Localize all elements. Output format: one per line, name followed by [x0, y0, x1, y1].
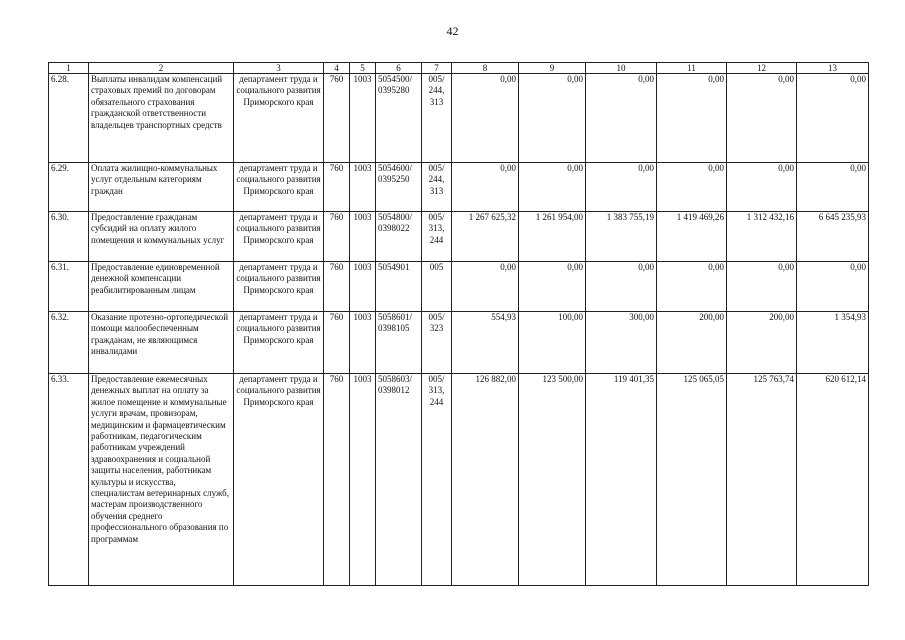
header-cell: 5: [350, 63, 376, 74]
page-number: 42: [446, 24, 459, 38]
row-name: Предоставление ежемесячных денежных выплат на оплату за жилое помещение и коммунальные услуги врачам, провизорам, медицинским и фармацевтическим работникам, педагогическим работникам учреждений здравоохранения и социальной защиты населения, работникам культуры и искусства, специалистам ветеринарных служб, мастерам производственного обучения среднего профессионального образования по программам: [89, 374, 234, 586]
table-row: [49, 212, 869, 262]
header-cell: 13: [797, 63, 869, 74]
row-amount-8: 1 267 625,32: [452, 212, 519, 262]
row-col-4: 760: [324, 163, 350, 212]
header-cell: 11: [657, 63, 727, 74]
row-department: департамент труда и социального развития Приморского края: [234, 262, 324, 312]
header-cell: 8: [452, 63, 519, 74]
header-cell: 3: [234, 63, 324, 74]
row-amount-13: 1 354,93: [797, 312, 869, 374]
header-cell: 10: [586, 63, 657, 74]
row-number: 6.28.: [49, 74, 89, 163]
table-row: [49, 374, 869, 586]
row-col-6: 5054901: [376, 262, 422, 312]
row-col-6: 5058603/ 0398012: [376, 374, 422, 586]
row-amount-8: 126 882,00: [452, 374, 519, 586]
row-amount-13: 0,00: [797, 163, 869, 212]
row-amount-12: 0,00: [727, 262, 797, 312]
row-col-6: 5058601/ 0398105: [376, 312, 422, 374]
row-amount-11: 0,00: [657, 74, 727, 163]
row-amount-8: 0,00: [452, 163, 519, 212]
row-department: департамент труда и социального развития Приморского края: [234, 163, 324, 212]
row-department: департамент труда и социального развития Приморского края: [234, 212, 324, 262]
row-amount-11: 200,00: [657, 312, 727, 374]
row-col-6: 5054600/ 0395250: [376, 163, 422, 212]
row-name: Оказание протезно-ортопедической помощи малообеспеченным гражданам, не являющимся инвалидами: [89, 312, 234, 374]
table-row: [49, 163, 869, 212]
row-amount-12: 1 312 432,16: [727, 212, 797, 262]
header-cell: 1: [49, 63, 89, 74]
row-number: 6.30.: [49, 212, 89, 262]
row-amount-9: 100,00: [519, 312, 586, 374]
row-name: Предоставление единовременной денежной компенсации реабилитированным лицам: [89, 262, 234, 312]
row-number: 6.29.: [49, 163, 89, 212]
row-amount-8: 554,93: [452, 312, 519, 374]
row-name: Выплаты инвалидам компенсаций страховых премий по договорам обязательного страхования гражданской ответственности владельцев транспортных средств: [89, 74, 234, 163]
row-col-4: 760: [324, 212, 350, 262]
row-name: Предоставление гражданам субсидий на оплату жилого помещения и коммунальных услуг: [89, 212, 234, 262]
row-col-4: 760: [324, 74, 350, 163]
row-amount-12: 0,00: [727, 163, 797, 212]
row-amount-10: 0,00: [586, 163, 657, 212]
row-amount-9: 0,00: [519, 262, 586, 312]
header-cell: 12: [727, 63, 797, 74]
table-row: [49, 312, 869, 374]
row-number: 6.32.: [49, 312, 89, 374]
row-amount-9: 0,00: [519, 163, 586, 212]
row-col-5: 1003: [350, 374, 376, 586]
row-amount-11: 1 419 469,26: [657, 212, 727, 262]
row-amount-12: 125 763,74: [727, 374, 797, 586]
row-col-4: 760: [324, 374, 350, 586]
row-amount-10: 0,00: [586, 262, 657, 312]
row-amount-13: 0,00: [797, 262, 869, 312]
row-amount-8: 0,00: [452, 262, 519, 312]
row-amount-9: 123 500,00: [519, 374, 586, 586]
header-cell: 7: [422, 63, 452, 74]
header-cell: 6: [376, 63, 422, 74]
header-row: [49, 63, 869, 74]
row-amount-10: 119 401,35: [586, 374, 657, 586]
row-amount-8: 0,00: [452, 74, 519, 163]
row-col-5: 1003: [350, 212, 376, 262]
row-amount-11: 0,00: [657, 163, 727, 212]
row-col-6: 5054800/ 0398022: [376, 212, 422, 262]
row-number: 6.33.: [49, 374, 89, 586]
header-cell: 4: [324, 63, 350, 74]
row-amount-13: 0,00: [797, 74, 869, 163]
table-row: [49, 262, 869, 312]
header-cell: 2: [89, 63, 234, 74]
row-col-4: 760: [324, 262, 350, 312]
row-col-7: 005/ 244, 313: [422, 74, 452, 163]
budget-table: [48, 62, 869, 586]
row-col-7: 005/ 313, 244: [422, 212, 452, 262]
row-col-5: 1003: [350, 312, 376, 374]
row-amount-10: 300,00: [586, 312, 657, 374]
row-col-5: 1003: [350, 262, 376, 312]
row-amount-13: 620 612,14: [797, 374, 869, 586]
row-amount-9: 1 261 954,00: [519, 212, 586, 262]
row-amount-13: 6 645 235,93: [797, 212, 869, 262]
table-row: [49, 74, 869, 163]
row-col-5: 1003: [350, 163, 376, 212]
row-amount-10: 0,00: [586, 74, 657, 163]
row-amount-11: 125 065,05: [657, 374, 727, 586]
row-name: Оплата жилищно-коммунальных услуг отдельным категориям граждан: [89, 163, 234, 212]
header-cell: 9: [519, 63, 586, 74]
row-amount-10: 1 383 755,19: [586, 212, 657, 262]
row-amount-11: 0,00: [657, 262, 727, 312]
row-amount-9: 0,00: [519, 74, 586, 163]
row-col-7: 005/ 244, 313: [422, 163, 452, 212]
row-col-5: 1003: [350, 74, 376, 163]
row-department: департамент труда и социального развития Приморского края: [234, 312, 324, 374]
row-col-6: 5054500/ 0395280: [376, 74, 422, 163]
row-col-4: 760: [324, 312, 350, 374]
row-col-7: 005/ 313, 244: [422, 374, 452, 586]
row-department: департамент труда и социального развития Приморского края: [234, 74, 324, 163]
row-amount-12: 200,00: [727, 312, 797, 374]
row-amount-12: 0,00: [727, 74, 797, 163]
row-number: 6.31.: [49, 262, 89, 312]
row-col-7: 005/ 323: [422, 312, 452, 374]
row-col-7: 005: [422, 262, 452, 312]
row-department: департамент труда и социального развития Приморского края: [234, 374, 324, 586]
